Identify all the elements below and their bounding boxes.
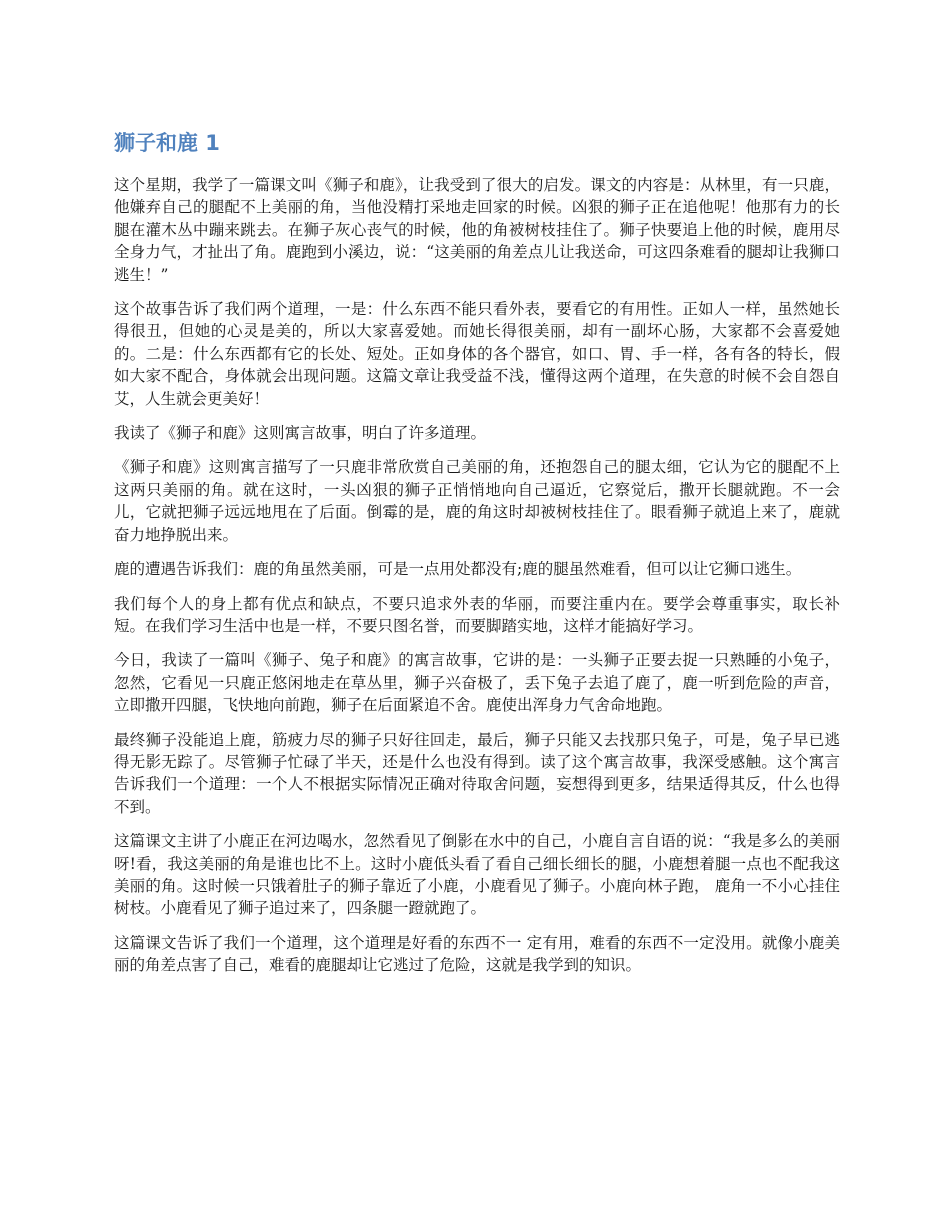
paragraph-8: 最终狮子没能追上鹿，筋疲力尽的狮子只好往回走，最后，狮子只能又去找那只兔子，可是，兔子早已逃得无影无踪了。尽管狮子忙碌了半天，还是什么也没有得到。读了这个寓言故事，我深受感触。这个寓言告诉我们一个道理：一个人不根据实际情况正确对待取舍问题，妄想得到更多，结果适得其反，什么也得不到。 [114,730,840,816]
paragraph-5: 鹿的遭遇告诉我们：鹿的角虽然美丽，可是一点用处都没有;鹿的腿虽然难看，但可以让它狮口逃生。 [114,560,802,579]
document-title: 狮子和鹿 1 [114,131,220,155]
paragraph-9: 这篇课文主讲了小鹿正在河边喝水，忽然看见了倒影在水中的自己，小鹿自言自语的说：“我是多么的美丽呀!看，我这美丽的角是谁也比不上。这时小鹿低头看了看自己细长细长的腿，小鹿想着腿一点也不配我这美丽的角。这时候一只饿着肚子的狮子靠近了小鹿，小鹿看见了狮子。小鹿向林子跑， 鹿角一不小心挂住树枝。小鹿看见了狮子追过来了，四条腿一蹬就跑了。 [114,832,840,918]
paragraph-1: 这个星期，我学了一篇课文叫《狮子和鹿》，让我受到了很大的启发。课文的内容是：从林里，有一只鹿，他嫌弃自己的腿配不上美丽的角，当他没精打采地走回家的时候。凶狠的狮子正在追他呢！他那有力的长腿在灌木丛中蹦来跳去。在狮子灰心丧气的时候，他的角被树枝挂住了。狮子快要追上他的时候，鹿用尽全身力气，才扯出了角。鹿跑到小溪边，说：“这美丽的角差点儿让我送命，可这四条难看的腿却让我狮口逃生！” [114,176,840,284]
paragraph-2: 这个故事告诉了我们两个道理，一是：什么东西不能只看外表，要看它的有用性。正如人一样，虽然她长得很丑，但她的心灵是美的，所以大家喜爱她。而她长得很美丽，却有一副坏心肠，大家都不会喜爱她的。二是：什么东西都有它的长处、短处。正如身体的各个器官，如口、胃、手一样，各有各的特长，假如大家不配合，身体就会出现问题。这篇文章让我受益不浅，懂得这两个道理，在失意的时候不会自怨自艾，人生就会更美好！ [114,300,840,408]
paragraph-10: 这篇课文告诉了我们一个道理，这个道理是好看的东西不一 定有用，难看的东西不一定没用。就像小鹿美丽的角差点害了自己，难看的鹿腿却让它逃过了危险，这就是我学到的知识。 [114,933,840,975]
paragraph-3: 我读了《狮子和鹿》这则寓言故事，明白了许多道理。 [114,424,487,443]
paragraph-6: 我们每个人的身上都有优点和缺点，不要只追求外表的华丽，而要注重内在。要学会尊重事实，取长补短。在我们学习生活中也是一样，不要只图名誉，而要脚踏实地，这样才能搞好学习。 [114,594,840,635]
paragraph-7: 今日，我读了一篇叫《狮子、兔子和鹿》的寓言故事，它讲的是：一头狮子正要去捉一只熟睡的小兔子，忽然，它看见一只鹿正悠闲地走在草丛里，狮子兴奋极了，丢下兔子去追了鹿了，鹿一听到危险的声音，立即撒开四腿，飞快地向前跑，狮子在后面紧追不舍。鹿使出浑身力气舍命地跑。 [114,651,840,715]
document-page [114,128,840,989]
paragraph-4: 《狮子和鹿》这则寓言描写了一只鹿非常欣赏自己美丽的角，还抱怨自己的腿太细，它认为它的腿配不上这两只美丽的角。就在这时，一头凶狠的狮子正悄悄地向自己逼近，它察觉后，撒开长腿就跑。不一会儿，它就把狮子远远地甩在了后面。倒霉的是，鹿的角这时却被树枝挂住了。眼看狮子就追上来了，鹿就奋力地挣脱出来。 [114,458,840,544]
